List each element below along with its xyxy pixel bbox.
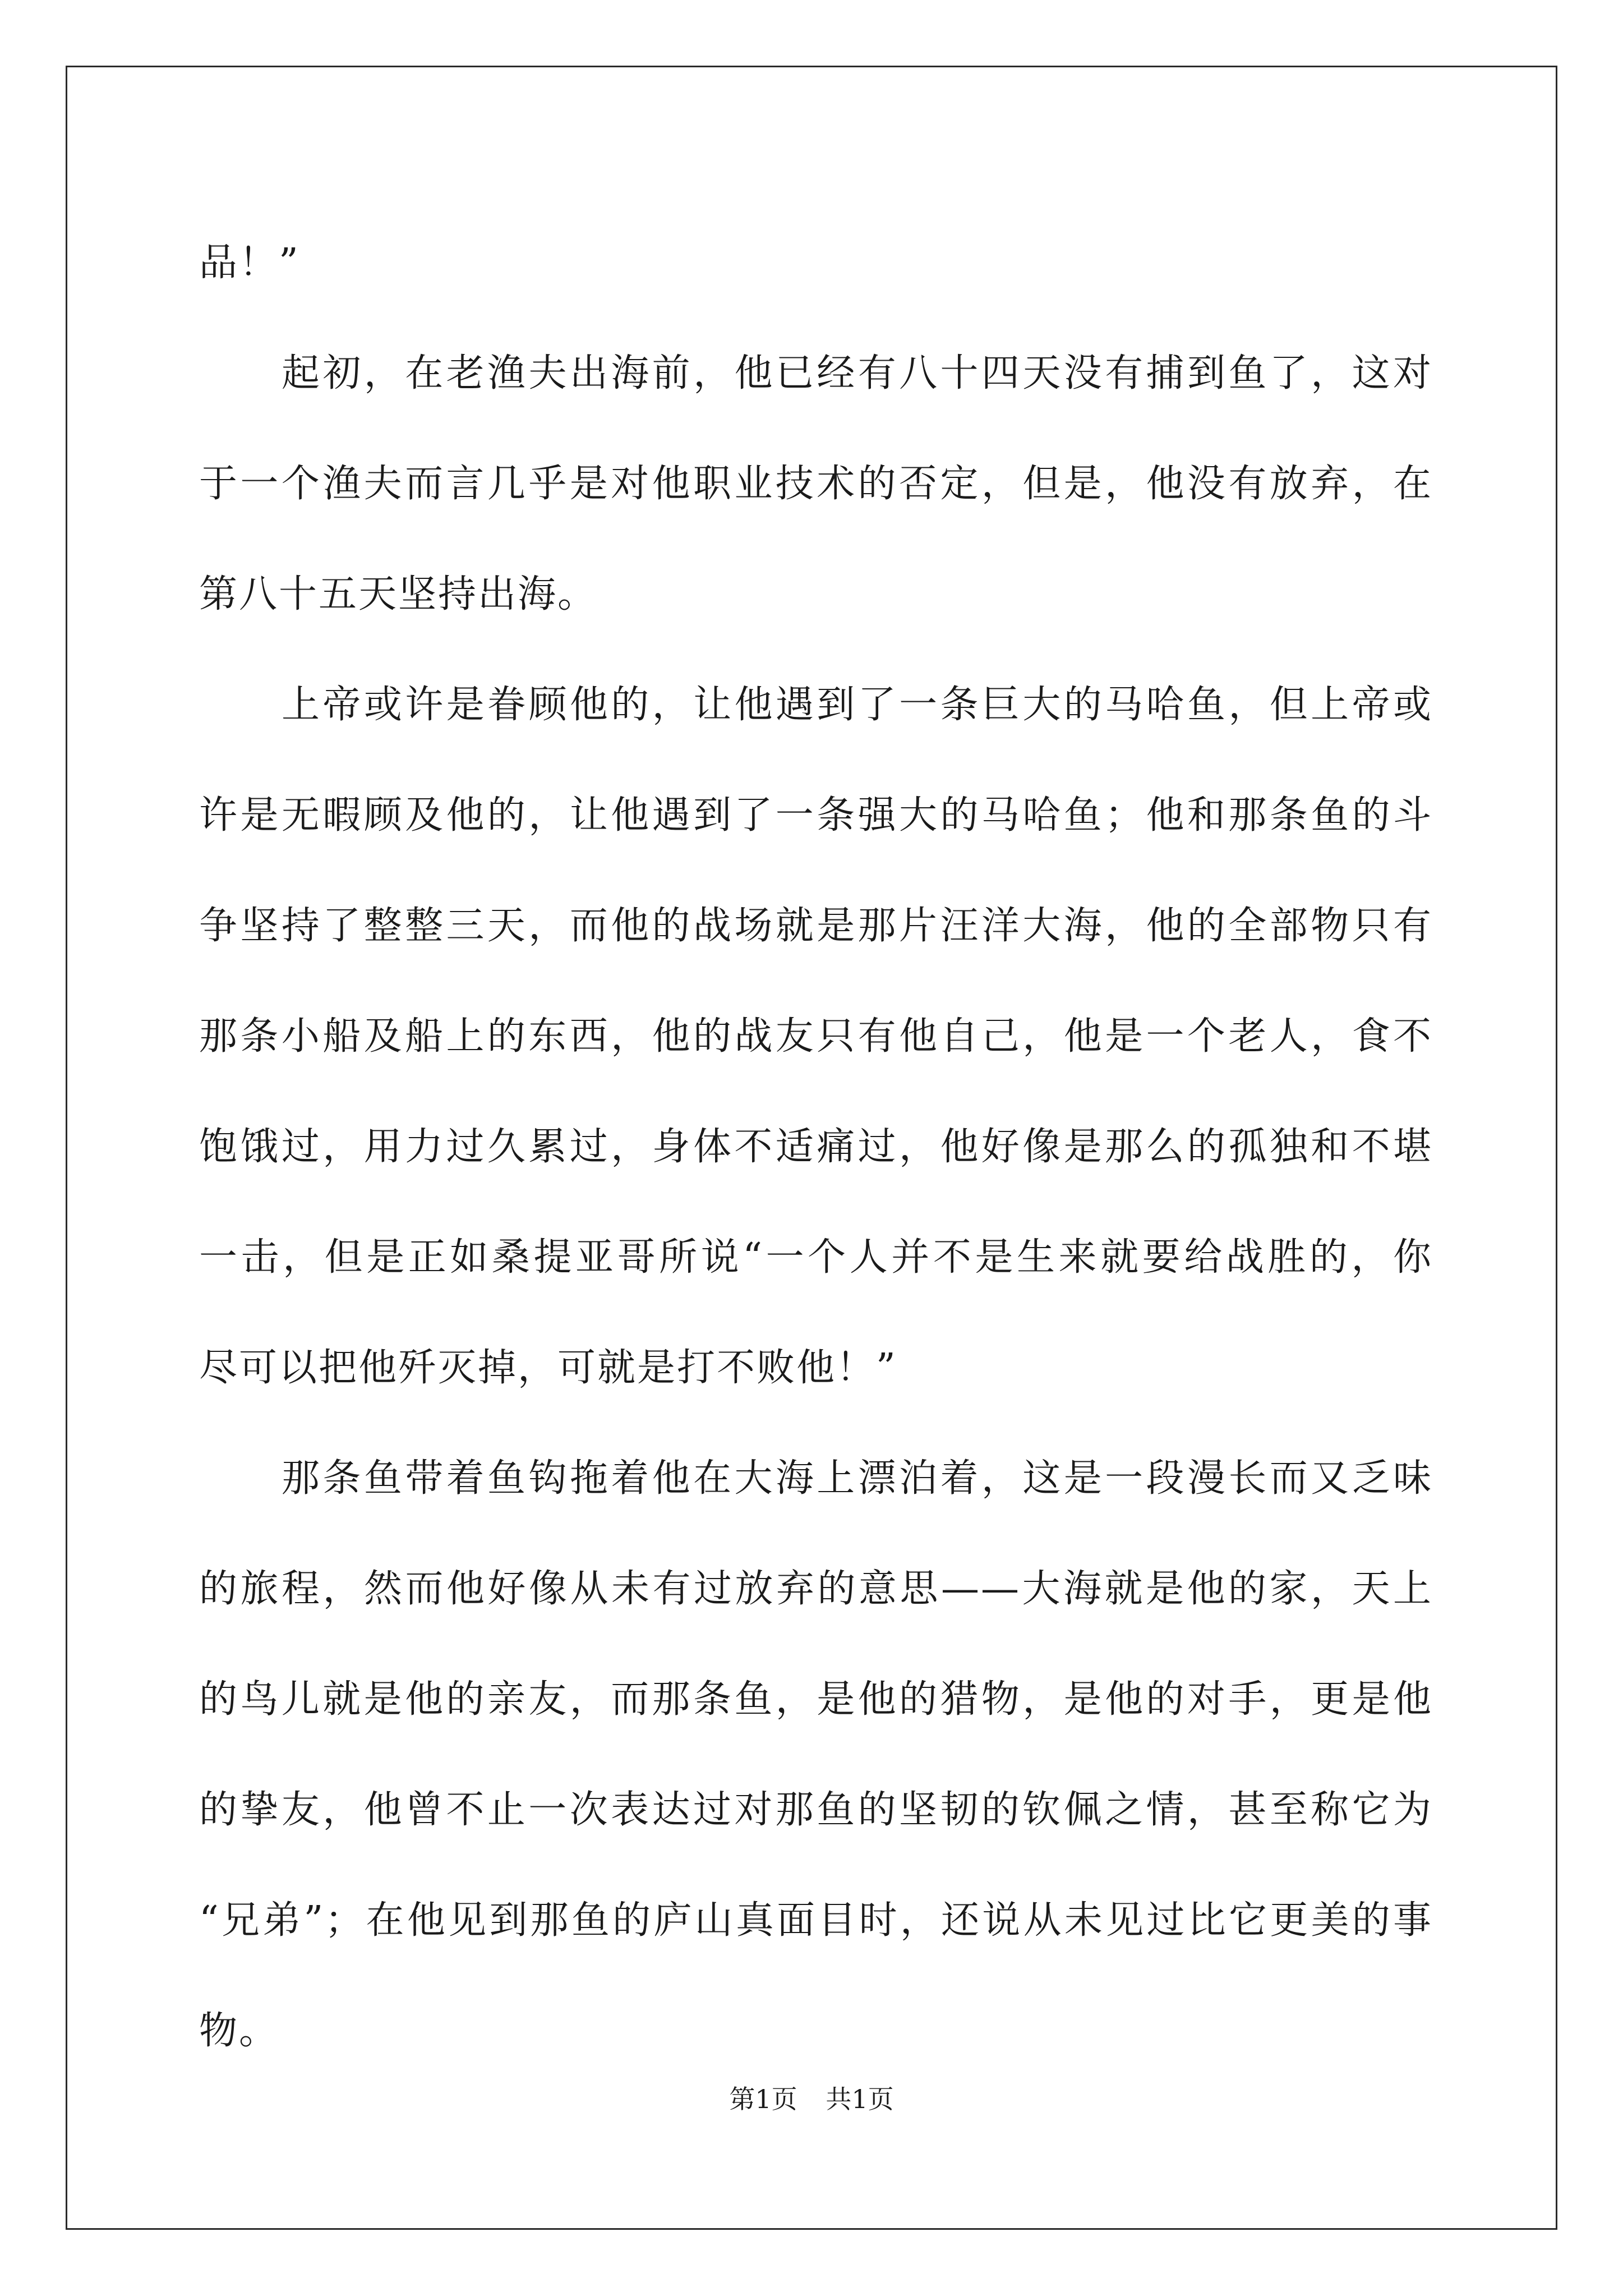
text-line: 的鸟儿就是他的亲友，而那条鱼，是他的猎物，是他的对手，更是他	[199, 1677, 1433, 1722]
text-line: 许是无暇顾及他的，让他遇到了一条强大的马哈鱼；他和那条鱼的斗	[199, 793, 1433, 838]
text-line: 物。	[199, 2009, 279, 2053]
text-line: 那条鱼带着鱼钩拖着他在大海上漂泊着，这是一段漫长而又乏味	[282, 1456, 1433, 1501]
text-line: 的旅程，然而他好像从未有过放弃的意思——大海就是他的家，天上	[199, 1567, 1433, 1611]
document-body	[199, 208, 1433, 2086]
page-number: 第1页	[729, 2084, 797, 2114]
text-line: 尽可以把他歼灭掉，可就是打不败他！”	[199, 1346, 897, 1390]
text-line: 一击，但是正如桑提亚哥所说“一个人并不是生来就要给战胜的，你	[199, 1235, 1433, 1280]
text-line: 争坚持了整整三天，而他的战场就是那片汪洋大海，他的全部物只有	[199, 904, 1433, 948]
text-line: 于一个渔夫而言几乎是对他职业技术的否定，但是，他没有放弃，在	[199, 462, 1433, 506]
text-line: 饱饿过，用力过久累过，身体不适痛过，他好像是那么的孤独和不堪	[199, 1125, 1433, 1169]
text-line: 那条小船及船上的东西，他的战友只有他自己，他是一个老人，食不	[199, 1014, 1433, 1059]
text-line: “兄弟”；在他见到那鱼的庐山真面目时，还说从未见过比它更美的事	[199, 1898, 1433, 1943]
text-line: 的挚友，他曾不止一次表达过对那鱼的坚韧的钦佩之情，甚至称它为	[199, 1788, 1433, 1832]
text-line: 第八十五天坚持出海。	[199, 572, 598, 616]
text-line: 上帝或许是眷顾他的，让他遇到了一条巨大的马哈鱼，但上帝或	[282, 683, 1433, 727]
text-line: 品！”	[199, 241, 300, 285]
page-footer	[0, 2082, 1623, 2116]
page-count: 共1页	[826, 2084, 894, 2114]
text-line: 起初，在老渔夫出海前，他已经有八十四天没有捕到鱼了，这对	[282, 351, 1433, 395]
